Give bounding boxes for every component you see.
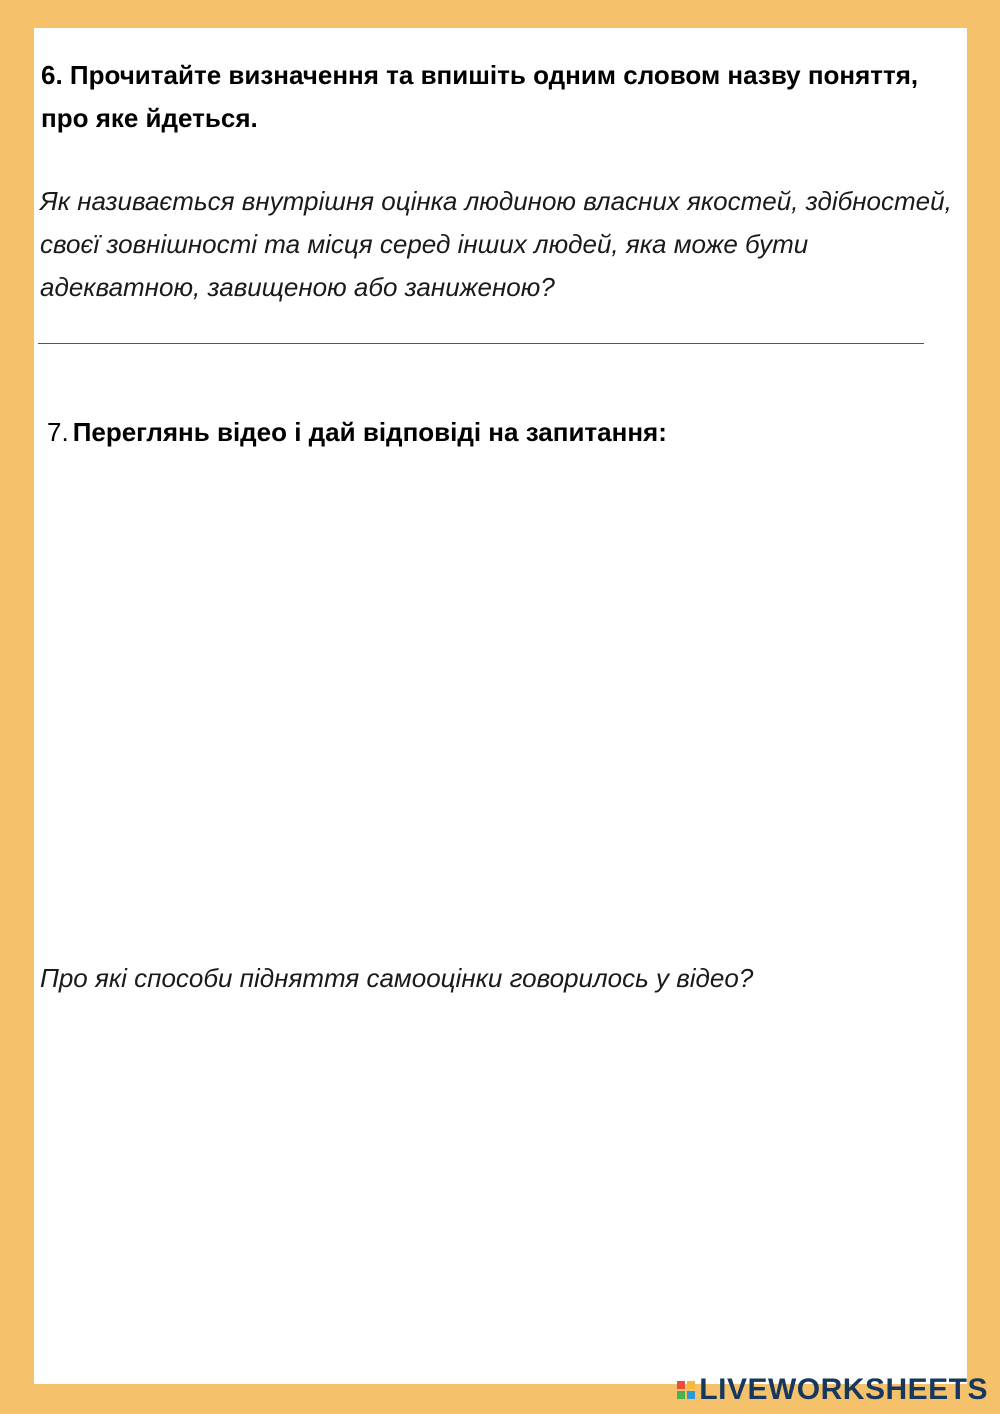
liveworksheets-logo-text: LIVEWORKSHEETS	[699, 1373, 988, 1406]
liveworksheets-logo-icon	[677, 1381, 695, 1399]
question-7-prompt: Про які способи підняття самооцінки говорилось у відео?	[40, 963, 754, 993]
video-area[interactable]	[40, 468, 930, 948]
question-7-heading	[47, 412, 667, 452]
worksheet-page	[34, 28, 967, 1384]
logo-square-blue	[687, 1391, 695, 1399]
question-7-number: 7.	[47, 417, 69, 447]
question-6-definition: Як називається внутрішня оцінка людиною власних якостей, здібностей, своєї зовнішності та місця серед інших людей, яка може бути адекватною, завищеною або заниженою?	[40, 186, 952, 302]
logo-square-red	[677, 1381, 685, 1389]
question-6-heading: 6. Прочитайте визначення та впишіть одним словом назву поняття, про яке йдеться.	[41, 60, 919, 133]
liveworksheets-logo	[677, 1374, 988, 1406]
logo-square-green	[677, 1391, 685, 1399]
logo-square-yellow	[687, 1381, 695, 1389]
question-6-answer-line[interactable]	[38, 343, 924, 344]
question-7-title: Переглянь відео і дай відповіді на запитання:	[72, 417, 667, 447]
